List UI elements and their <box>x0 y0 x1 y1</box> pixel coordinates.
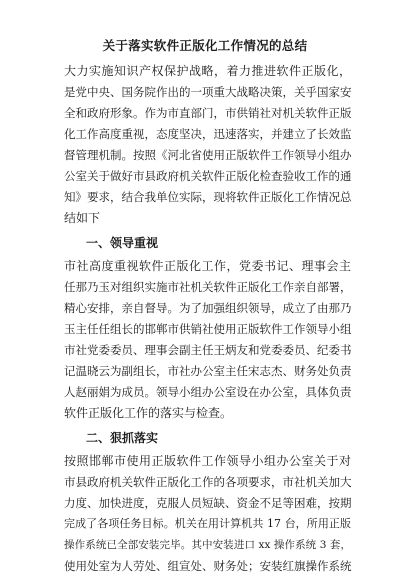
document-title: 关于落实软件正版化工作情况的总结 <box>102 38 308 53</box>
section-heading-implementation: 二、狠抓落实 <box>86 431 159 445</box>
section1-line-1: 市社高度重视软件正版化工作，党委书记、理事会主 <box>64 259 351 273</box>
intro-line-2: 是党中央、国务院作出的一项重大战略决策，关乎国家安 <box>64 85 352 99</box>
section1-line-2: 任那乃玉对组织实施市社机关软件正版化工作亲自部署， <box>64 280 352 294</box>
section2-line-3: 力度、加快进度，克服人员短缺、资金不足等困难，按期 <box>64 496 352 510</box>
intro-line-5: 督管理机制。按照《河北省使用正版软件工作领导小组办 <box>64 148 352 162</box>
section1-line-4: 玉主任任组长的邯郸市供销社使用正版软件工作领导小组 <box>64 322 352 336</box>
intro-line-7: 知》要求，结合我单位实际，现将软件正版化工作情况总 <box>64 190 352 204</box>
section2-line-5: 操作系统已全部安装完毕。其中安装进口 xx 操作系统 3 套， <box>64 539 351 551</box>
section1-line-5: 市社党委委员、理事会副主任王炳友和党委委员、纪委书 <box>64 343 352 357</box>
section1-line-8: 软件正版化工作的落实与检查。 <box>64 406 233 420</box>
section-heading-leadership: 一、领导重视 <box>86 236 159 250</box>
section1-line-6: 记温晓云为副组长，市社办公室主任宋志杰、财务处负责 <box>64 364 352 378</box>
section1-line-7: 人赵丽娟为成员。领导小组办公室设在办公室，具体负责 <box>64 385 352 399</box>
section1-line-3: 精心安排，亲自督导。为了加强组织领导，成立了由那乃 <box>64 301 352 315</box>
intro-line-3: 全和政府形象。作为市直部门，市供销社对机关软件正版 <box>64 106 352 120</box>
section2-line-1: 按照邯郸市使用正版软件工作领导小组办公室关于对 <box>64 454 351 468</box>
section2-line-6: 使用处室为人劳处、组宣处、财务处；安装红旗操作系统 <box>64 559 352 573</box>
intro-line-1: 大力实施知识产权保护战略，着力推进软件正版化， <box>64 64 351 78</box>
intro-line-6: 公室关于做好市县政府机关软件正版化检查验收工作的通 <box>64 169 352 183</box>
section2-line-4: 完成了各项任务目标。机关在用计算机共 17 台，所用正版 <box>64 517 351 530</box>
intro-line-4: 化工作高度重视，态度坚决，迅速落实，并建立了长效监 <box>64 127 352 141</box>
intro-line-8: 结如下 <box>64 211 101 225</box>
section2-line-2: 市县政府机关软件正版化工作的各项要求，市社机关加大 <box>64 475 352 489</box>
